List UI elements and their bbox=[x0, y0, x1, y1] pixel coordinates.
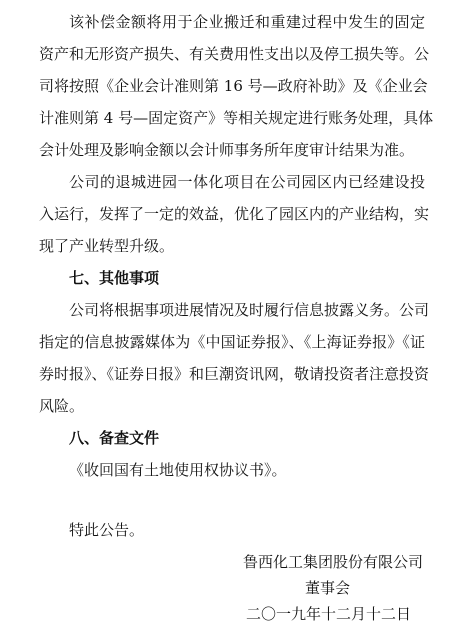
paragraph-line: 该补偿金额将用于企业搬迁和重建过程中发生的固定 bbox=[69, 13, 425, 31]
paragraph-line: 资产和无形资产损失、有关费用性支出以及停工损失等。公 bbox=[39, 45, 430, 63]
paragraph-line: 入运行，发挥了一定的效益，优化了园区内的产业结构，实 bbox=[39, 205, 430, 223]
paragraph-line: 券时报》、《证券日报》和巨潮资讯网，敬请投资者注意投资 bbox=[39, 365, 430, 383]
board-name: 董事会 bbox=[305, 579, 351, 597]
paragraph-line: 司将按照《企业会计准则第 16 号—政府补助》及《企业会 bbox=[39, 77, 428, 95]
paragraph-line: 公司的退城进园一体化项目在公司园区内已经建设投 bbox=[69, 173, 425, 191]
section-heading: 八、备查文件 bbox=[69, 429, 160, 447]
paragraph-line: 公司将根据事项进展情况及时履行信息披露义务。公司 bbox=[69, 301, 430, 319]
reference-document: 《收回国有土地使用权协议书》。 bbox=[69, 461, 287, 479]
paragraph-line: 指定的信息披露媒体为《中国证券报》、《上海证券报》《证 bbox=[39, 333, 425, 351]
paragraph-line: 会计处理及影响金额以会计师事务所年度审计结果为准。 bbox=[39, 141, 415, 159]
paragraph-line: 风险。 bbox=[39, 397, 85, 415]
section-heading: 七、其他事项 bbox=[69, 269, 160, 287]
paragraph-line: 现了产业转型升级。 bbox=[39, 237, 175, 255]
announcement-date: 二〇一九年十二月十二日 bbox=[246, 605, 412, 623]
paragraph-line: 计准则第 4 号—固定资产》等相关规定进行账务处理，具体 bbox=[39, 109, 434, 127]
company-name: 鲁西化工集团股份有限公司 bbox=[243, 553, 424, 571]
closing-statement: 特此公告。 bbox=[69, 521, 145, 539]
